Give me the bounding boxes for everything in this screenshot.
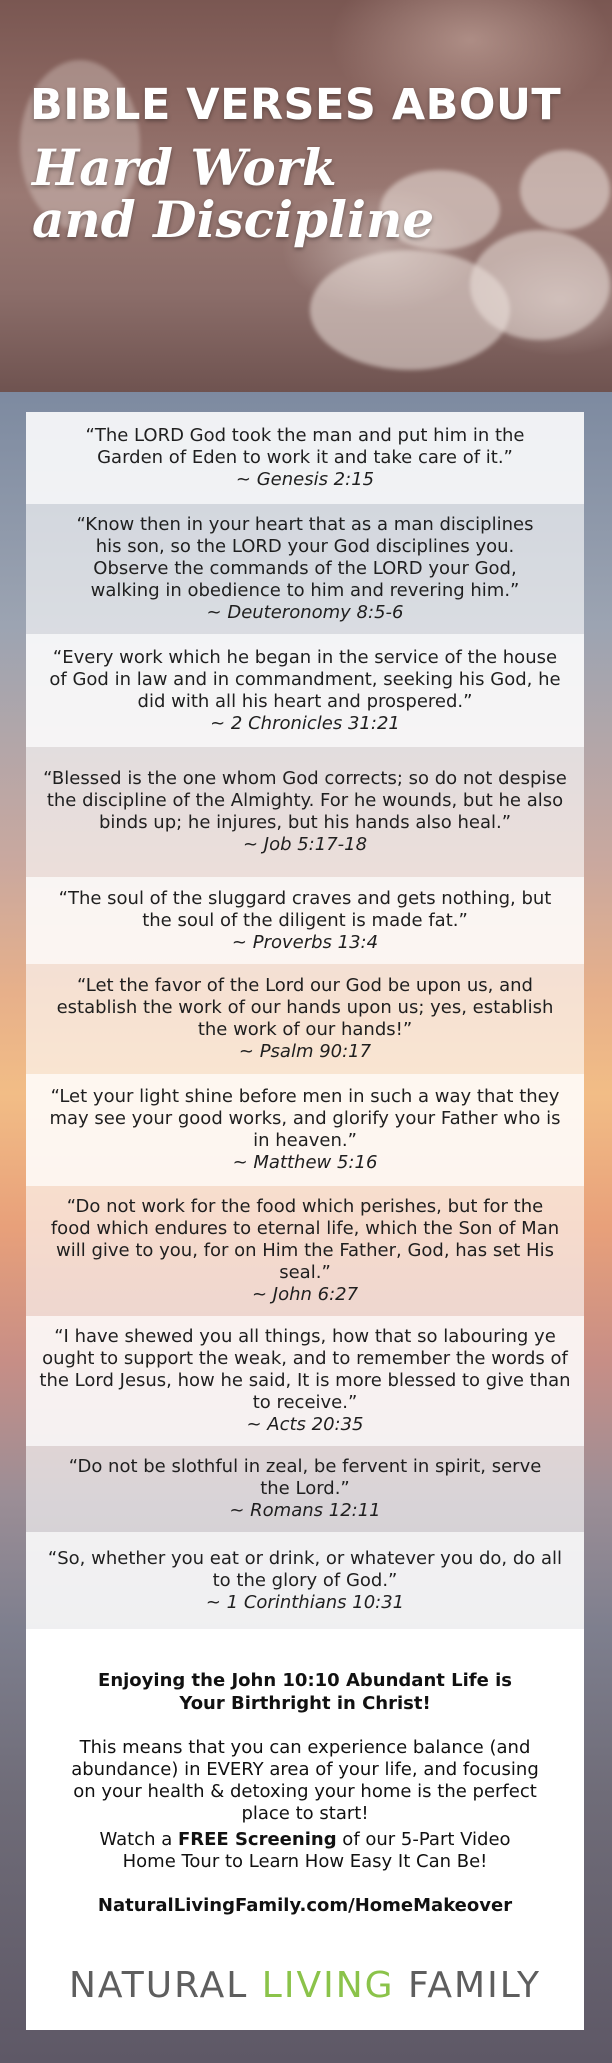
verse-item [26, 1316, 584, 1446]
verse-reference: ~ Psalm 90:17 [238, 1041, 372, 1062]
verse-quote: “Every work which he began in the service of the house of God in law and in commandment, seeking his God, he did with all his heart and prospered.” [49, 646, 561, 712]
verse-reference: ~ 2 Chronicles 31:21 [210, 712, 400, 734]
cta-watch-suffix: of our 5-Part Video Home Tour to Learn How Easy It Can Be! [122, 1829, 511, 1872]
logo-word-family: FAMILY [408, 1965, 541, 2006]
verse-item [26, 877, 584, 964]
verse-quote: “Blessed is the one whom God corrects; so do not despise the discipline of the Almighty. For he wounds, but he also binds up; he injures, but his hands also heal.” [43, 768, 567, 833]
cta-watch-bold: FREE Screening [177, 1829, 337, 1850]
cta-watch-prefix: Watch a [99, 1829, 178, 1850]
verse-quote: “Let the favor of the Lord our God be upon us, and establish the work of our hands upon us; yes, establish the work of our hands!” [56, 975, 554, 1040]
cta-watch-text [26, 1829, 584, 1873]
verse-item [26, 1532, 584, 1629]
verse-quote: “Do not work for the food which perishes, but for the food which endures to eternal life, which the Son of Man will give to you, for on Him the Father, God, has set His seal.” [50, 1196, 560, 1283]
title-line-1: BIBLE VERSES ABOUT [30, 80, 562, 130]
verse-reference: ~ Romans 12:11 [229, 1500, 381, 1521]
verse-quote: “The LORD God took the man and put him in the Garden of Eden to work it and take care of it.” [85, 425, 525, 468]
verse-reference: ~ Proverbs 13:4 [231, 931, 379, 953]
logo-word-living: LIVING [261, 1965, 395, 2006]
natural-living-family-logo [26, 1965, 584, 2006]
verse-reference: ~ Acts 20:35 [246, 1414, 364, 1435]
cta-panel [26, 1629, 584, 2030]
verse-quote: “I have shewed you all things, how that so labouring ye ought to support the weak, and to remember the words of the Lord Jesus, how he said, It is more blessed to give than to receive.” [39, 1326, 571, 1413]
verse-quote: “The soul of the sluggard craves and gets nothing, but the soul of the diligent is made fat.” [58, 887, 552, 931]
verse-reference: ~ Job 5:17-18 [242, 834, 368, 855]
verse-reference: ~ 1 Corinthians 10:31 [205, 1591, 405, 1613]
title-line-2: Hard Work [32, 138, 337, 197]
title-line-3: and Discipline [32, 190, 435, 249]
verse-reference: ~ John 6:27 [251, 1284, 359, 1305]
verse-item [26, 1446, 584, 1532]
verse-item [26, 412, 584, 504]
cta-body: This means that you can experience balance (and abundance) in EVERY area of your life, and focusing on your health & detoxing your home is the perfect place to start! [71, 1737, 539, 1824]
verse-reference: ~ Deuteronomy 8:5-6 [206, 602, 404, 623]
verse-quote: “So, whether you eat or drink, or whatever you do, do all to the glory of God.” [47, 1547, 563, 1591]
verse-quote: “Let your light shine before men in such a way that they may see your good works, and glorify your Father who is in heaven.” [49, 1086, 561, 1151]
verse-reference: ~ Matthew 5:16 [232, 1152, 378, 1173]
verse-item [26, 747, 584, 877]
verse-reference: ~ Genesis 2:15 [235, 469, 375, 490]
verse-item [26, 1074, 584, 1186]
header-banner [0, 0, 612, 392]
cta-headline: Enjoying the John 10:10 Abundant Life is Your Birthright in Christ! [98, 1670, 512, 1714]
verse-item [26, 634, 584, 747]
verse-item [26, 504, 584, 634]
verse-item [26, 1186, 584, 1316]
verses-card [26, 412, 584, 2030]
verse-quote: “Do not be slothful in zeal, be fervent in spirit, serve the Lord.” [68, 1456, 542, 1499]
verse-quote: “Know then in your heart that as a man disciplines his son, so the LORD your God disciplines you. Observe the commands of the LORD your God, walking in obedience to him and revering him.” [76, 514, 534, 601]
homemakeover-link[interactable]: NaturalLivingFamily.com/HomeMakeover [97, 1895, 513, 1916]
logo-word-natural: NATURAL [69, 1965, 249, 2006]
verse-item [26, 964, 584, 1074]
